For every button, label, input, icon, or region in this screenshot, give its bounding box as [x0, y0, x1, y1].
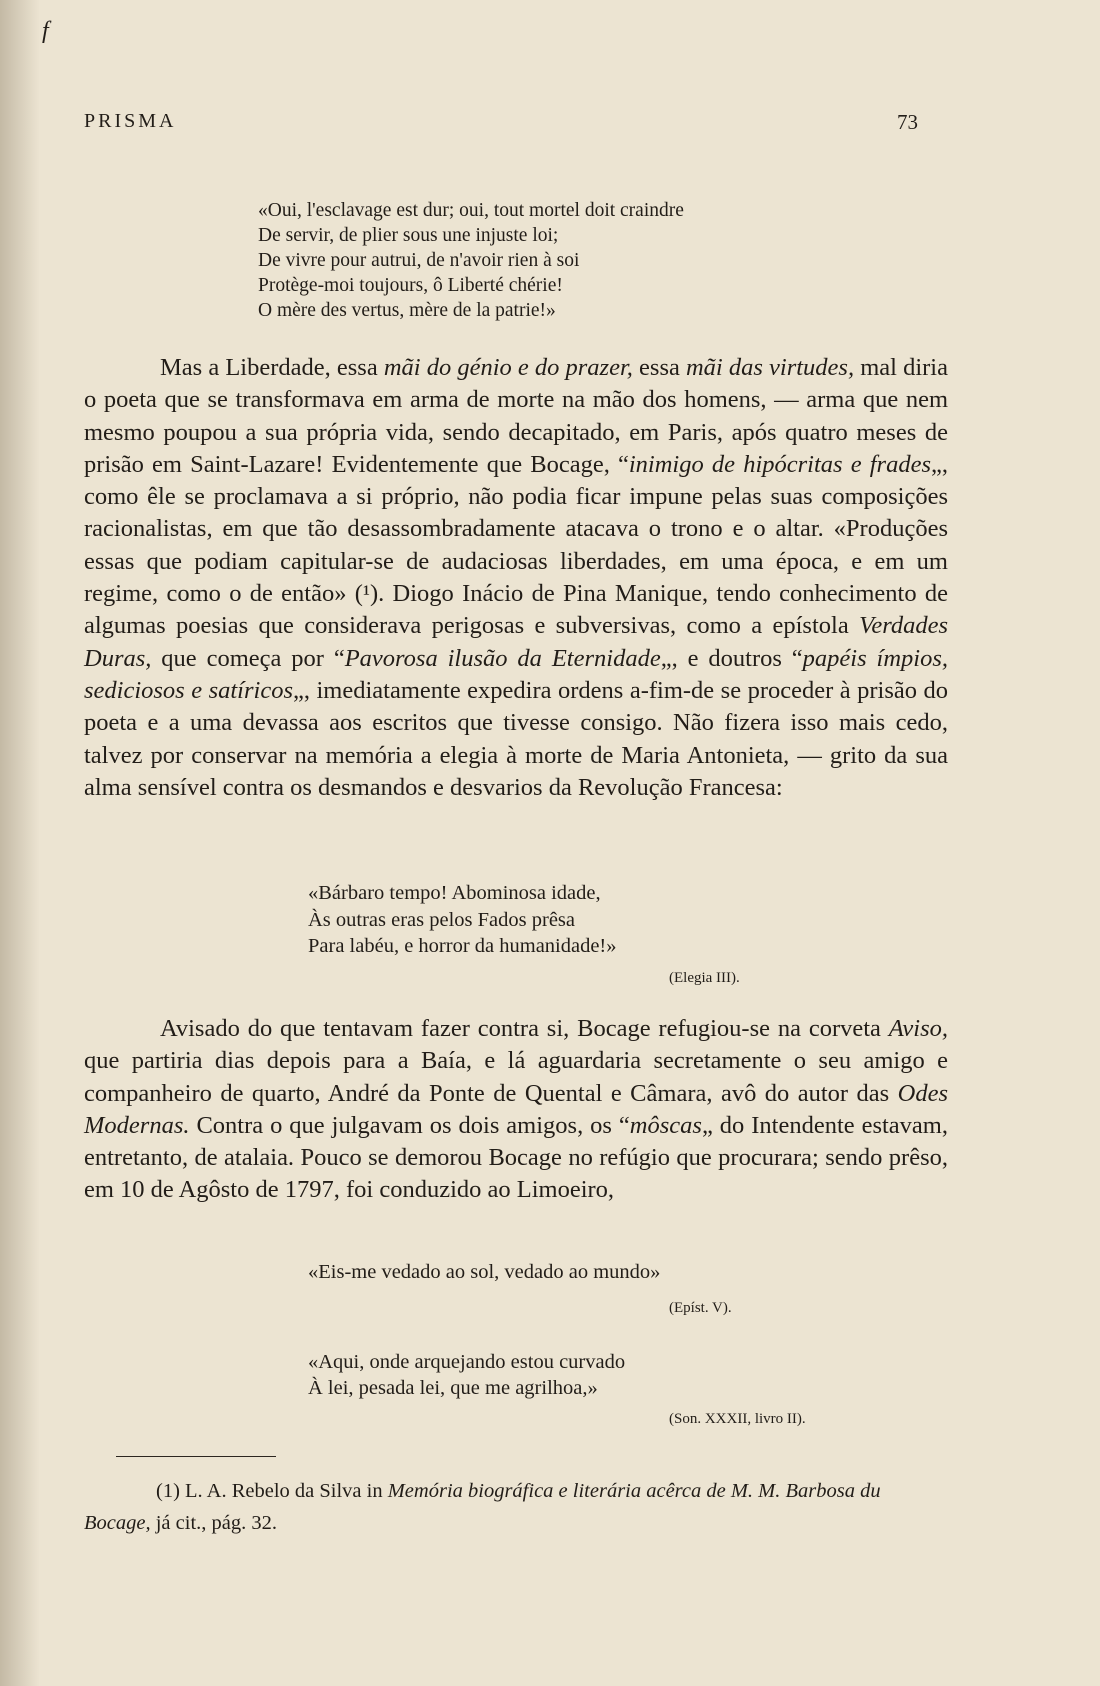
- footnote: (1) L. A. Rebelo da Silva in Memória biográfica e literária acêrca de M. M. Barbosa du Bocage, já cit., pág. 32.: [84, 1480, 881, 1534]
- verse-line: «Aqui, onde arquejando estou curvado: [308, 1351, 626, 1373]
- page-edge-shadow: [0, 0, 40, 1686]
- page-number: 73: [897, 110, 918, 134]
- epistle-verse-quote: [308, 1260, 660, 1285]
- verse-line: «Oui, l'esclavage est dur; oui, tout mortel doit craindre: [258, 200, 684, 221]
- sonnet-verse-quote: [308, 1349, 625, 1401]
- verse-line: «Bárbaro tempo! Abominosa idade,: [308, 882, 601, 904]
- footnote-reference: ¹: [362, 581, 370, 608]
- footnote-marker: (1): [156, 1480, 180, 1502]
- verse-line: De servir, de plier sous une injuste loi;: [258, 225, 559, 246]
- body-paragraph-2: Avisado do que tentavam fazer contra si, Bocage refugiou-se na corveta Aviso, que partiria dias depois para a Baía, e lá aguardaria secretamente o seu amigo e companheiro de quarto, André da Ponte de Quental e Câmara, avô do autor das Odes Modernas. Contra o que julgavam os dois amigos, os “môscas„ do Intendente estavam, entretanto, de atalaia. Pouco se demorou Bocage no refúgio que procurara; sendo prêso, em 10 de Agôsto de 1797, foi conduzido ao Limoeiro,: [84, 1015, 948, 1204]
- verse-citation: (Elegia III).: [669, 970, 740, 986]
- footnote-divider: [116, 1456, 276, 1457]
- verse-line: De vivre pour autrui, de n'avoir rien à soi: [258, 250, 580, 271]
- verse-line: À lei, pesada lei, que me agrilhoa,»: [308, 1377, 598, 1399]
- stray-mark: f: [42, 18, 49, 44]
- french-verse-quote: [258, 198, 684, 323]
- verse-line: Para labéu, e horror da humanidade!»: [308, 935, 617, 957]
- verse-citation: (Epíst. V).: [669, 1300, 732, 1316]
- verse-line: Às outras eras pelos Fados prêsa: [308, 908, 576, 931]
- verse-citation: (Son. XXXII, livro II).: [669, 1411, 806, 1427]
- running-head: PRISMA: [84, 110, 177, 132]
- elegy-verse-quote: [308, 880, 617, 960]
- verse-line: «Eis-me vedado ao sol, vedado ao mundo»: [308, 1261, 661, 1283]
- verse-line: Protège-moi toujours, ô Liberté chérie!: [258, 275, 563, 296]
- body-paragraph-1: Mas a Liberdade, essa mãi do génio e do prazer, essa mãi das virtudes, mal diria o poeta que se transformava em arma de morte na mão dos homens, — arma que nem mesmo poupou a sua própria vida, sendo decapitado, em Paris, após quatro meses de prisão em Saint-Lazare! Evidentemente que Bocage, “inimigo de hipócritas e frades„, como êle se proclamava a si próprio, não podia ficar impune pelas suas composições racionalistas, em que tão desassombradamente atacava o trono e o altar. «Produções essas que podiam capitular-se de audaciosas liberdades, em uma época, e em um regime, como o de então» (¹). Diogo Inácio de Pina Manique, tendo conhecimento de algumas poesias que considerava perigosas e subversivas, como a epístola Verdades Duras, que começa por “Pavorosa ilusão da Eternidade„, e doutros “papéis ímpios, sediciosos e satíricos„, imediatamente expedira ordens a-fim-de se proceder à prisão do poeta e a uma devassa aos escritos que tivesse consigo. Não fizera isso mais cedo, talvez por conservar na memória a elegia à morte de Maria Antonieta, — grito da sua alma sensível contra os desmandos e desvarios da Revolução Francesa:: [84, 354, 949, 801]
- verse-line: O mère des vertus, mère de la patrie!»: [258, 300, 556, 321]
